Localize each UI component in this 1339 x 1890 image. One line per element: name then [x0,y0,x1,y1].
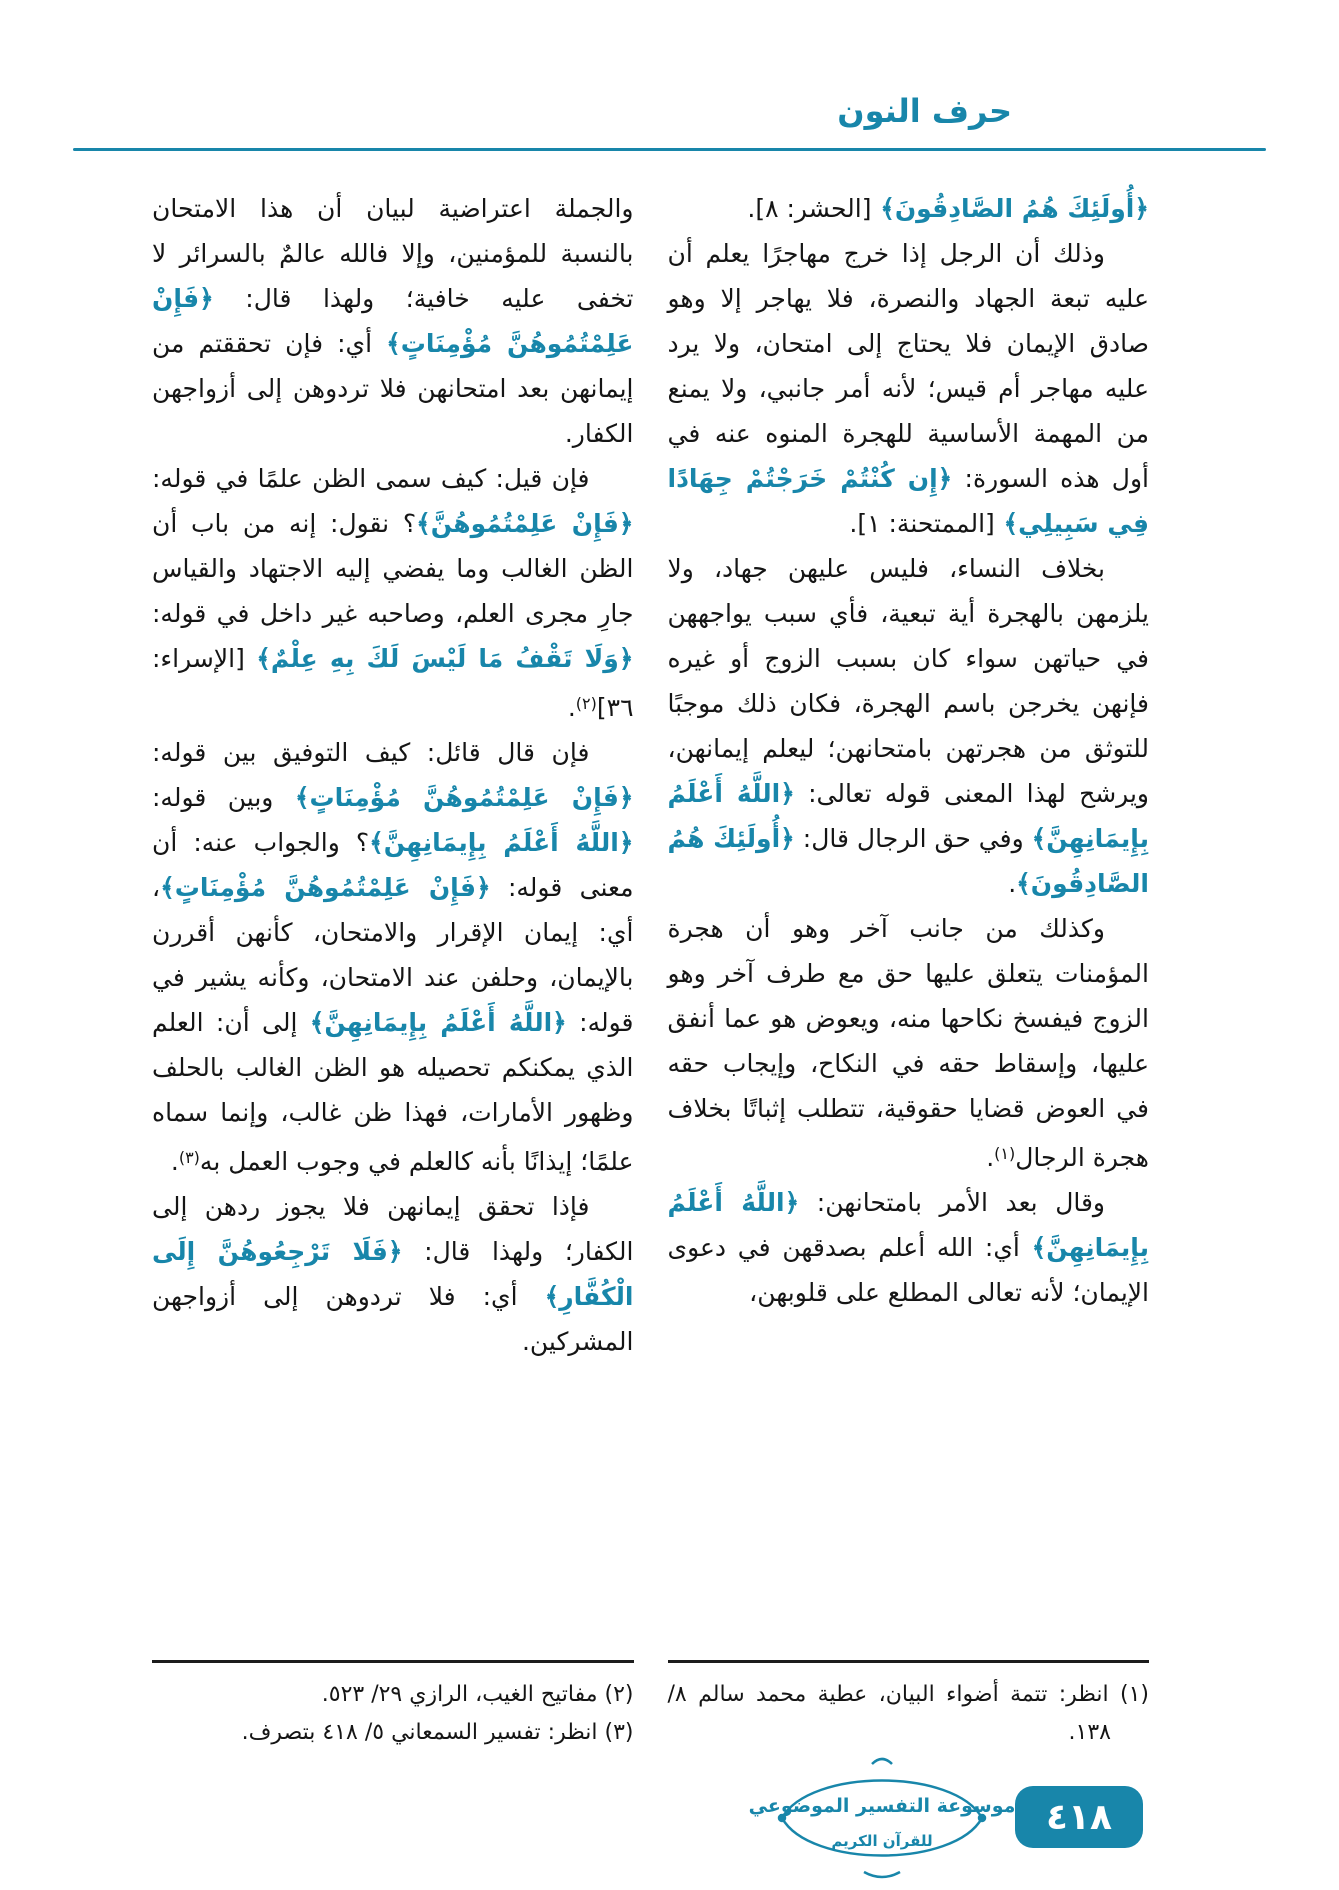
seal-ornament [779,1759,985,1877]
footnote-marker: (٣) [178,1148,200,1167]
footnote-marker: (١) [994,1144,1016,1163]
body-text: [الإسراء: ٣٦] [152,644,634,722]
body-text: . [567,693,576,722]
body-text: وقال بعد الأمر بامتحانهن: [799,1188,1105,1217]
publisher-seal [748,1752,1016,1884]
header-rule [73,148,1266,151]
text-columns [152,186,1149,1760]
footnote-separator [668,1660,1150,1663]
body-text: أي: فإن تحققتم من إيمانهن بعد امتحانهن فلا تردوهن إلى أزواجهن الكفار. [152,329,634,448]
body-text: وذلك أن الرجل إذا خرج مهاجرًا يعلم أن عليه تبعة الجهاد والنصرة، فلا يهاجر إلا وهو صادق الإيمان فلا يحتاج إلى امتحان، ولا يرد عليه مهاجر أم قيس؛ لأنه أمر جانبي، ولا يمنع من المهمة الأساسية للهجرة المنوه عنه في أول هذه السورة: [667,239,1149,493]
footnote-marker: (٢) [575,694,597,713]
body-text: ؟ والجواب عنه: أن معنى قوله: [152,828,634,902]
body-text: فإذا تحقق إيمانهن فلا يجوز ردهن إلى الكفار؛ ولهذا قال: [152,1192,634,1266]
footnote-number: (١) [1108,1682,1150,1707]
footnote-number: (٣) [597,1720,634,1745]
body-text: فإن قيل: كيف سمى الظن علمًا في قوله: [152,464,590,493]
left-column [152,186,634,1760]
paragraph [668,186,1150,231]
paragraph [668,1180,1150,1315]
body-text: أي: فلا تردوهن إلى أزواجهن المشركين. [152,1282,634,1356]
footnote [152,1676,634,1714]
body-text: فإن قال قائل: كيف التوفيق بين قوله: [152,738,590,767]
body-text: وفي حق الرجال قال: [794,824,1032,853]
right-column-footnotes [668,1676,1150,1760]
quran-quote: ﴿فَإِنْ عَلِمْتُمُوهُنَّ﴾ [416,509,634,538]
body-text: وكذلك من جانب آخر وهو أن هجرة المؤمنات يتعلق عليها حق مع طرف آخر وهو الزوج فيفسخ نكاحها منه، ويعوض هو عما أنفق عليها، وإسقاط حقه في النكاح، وإيجاب حقه في العوض قضايا حقوقية، تتطلب إثباتًا بخلاف هجرة الرجال [667,914,1149,1172]
footnote-number: (٢) [597,1682,634,1707]
right-column [668,186,1150,1760]
seal-subtitle: للقرآن الكريم [831,1832,933,1850]
body-text: وبين قوله: [152,783,295,812]
footnote-separator [152,1660,634,1663]
footnote [668,1676,1150,1752]
paragraph [152,1184,634,1364]
quran-quote: ﴿اللَّهُ أَعْلَمُ بِإِيمَانِهِنَّ﴾ [369,828,634,857]
body-text: ، أي: إيمان الإقرار والامتحان، كأنهن أقررن بالإيمان، وحلفن عند الامتحان، وكأنه يشير في قوله: [152,873,634,1037]
quran-quote: ﴿وَلَا تَقْفُ مَا لَيْسَ لَكَ بِهِ عِلْمٌ﴾ [256,644,634,673]
body-text: [الممتحنة: ١]. [849,509,995,538]
paragraph [152,456,634,730]
body-text: [الحشر: ٨]. [747,194,872,223]
body-text: إلى أن: العلم الذي يمكنكم تحصيله هو الظن الغالب بالحلف وظهور الأمارات، فهذا ظن غالب، وإنما سماه علمًا؛ إيذانًا بأنه كالعلم في وجوب العمل به [152,1008,634,1176]
paragraph [668,906,1150,1180]
quran-quote: ﴿أُولَئِكَ هُمُ الصَّادِقُونَ﴾ [871,194,1149,223]
footnote-text: مفاتيح الغيب، الرازي ٢٩/ ٥٢٣. [321,1682,598,1707]
body-text: أي: الله أعلم بصدقهن في دعوى الإيمان؛ لأنه تعالى المطلع على قلوبهن، [667,1233,1149,1307]
quran-quote: ﴿فَإِنْ عَلِمْتُمُوهُنَّ مُؤْمِنَاتٍ﴾ [294,783,634,812]
quran-quote: ﴿فَلَا تَرْجِعُوهُنَّ إِلَى الْكُفَّارِ﴾ [152,1237,634,1311]
body-text: . [170,1147,179,1176]
body-text: بخلاف النساء، فليس عليهن جهاد، ولا يلزمهن بالهجرة أية تبعية، فأي سبب يواجههن في حياتهن سواء كان بسبب الزوج أو غيره فإنهن يخرجن باسم الهجرة، فكان ذلك موجبًا للتوثق من هجرتهن بامتحانهن؛ ليعلم إيمانهن، ويرشح لهذا المعنى قوله تعالى: [667,554,1149,808]
paragraph [668,546,1150,906]
body-text: . [1008,869,1017,898]
right-column-body [668,186,1150,1660]
page-number: ٤١٨ [1046,1796,1112,1838]
footnote [152,1714,634,1752]
body-text: والجملة اعتراضية لبيان أن هذا الامتحان بالنسبة للمؤمنين، وإلا فالله عالمٌ بالسرائر لا تخفى عليه خافية؛ ولهذا قال: [152,194,634,313]
chapter-header: حرف النون [837,92,1012,130]
quran-quote: ﴿اللَّهُ أَعْلَمُ بِإِيمَانِهِنَّ﴾ [309,1008,567,1037]
paragraph [152,730,634,1184]
left-column-footnotes [152,1676,634,1760]
quran-quote: ﴿فَإِنْ عَلِمْتُمُوهُنَّ مُؤْمِنَاتٍ﴾ [160,873,491,902]
seal-title: موسوعة التفسير الموضوعي [748,1795,1016,1817]
footnote-text: انظر: تفسير السمعاني ٥/ ٤١٨ بتصرف. [241,1720,598,1745]
quran-quote: ﴿اللَّهُ أَعْلَمُ بِإِيمَانِهِنَّ﴾ [667,779,1149,853]
quran-quote: ﴿اللَّهُ أَعْلَمُ بِإِيمَانِهِنَّ﴾ [667,1188,1149,1262]
quran-quote: ﴿إِن كُنْتُمْ خَرَجْتُمْ جِهَادًا فِي سَبِيلِي﴾ [667,464,1149,538]
quran-quote: ﴿أُولَئِكَ هُمُ الصَّادِقُونَ﴾ [667,824,1149,898]
paragraph [668,231,1150,546]
left-column-body [152,186,634,1660]
page-number-badge [1015,1786,1143,1848]
body-text: . [986,1143,995,1172]
paragraph [152,186,634,456]
quran-quote: ﴿فَإِنْ عَلِمْتُمُوهُنَّ مُؤْمِنَاتٍ﴾ [152,284,634,358]
body-text: ؟ نقول: إنه من باب أن الظن الغالب وما يفضي إليه الاجتهاد والقياس جارِ مجرى العلم، وصاحبه غير داخل في قوله: [152,509,634,628]
footnote-text: انظر: تتمة أضواء البيان، عطية محمد سالم ٨/ ١٣٨. [667,1682,1111,1745]
